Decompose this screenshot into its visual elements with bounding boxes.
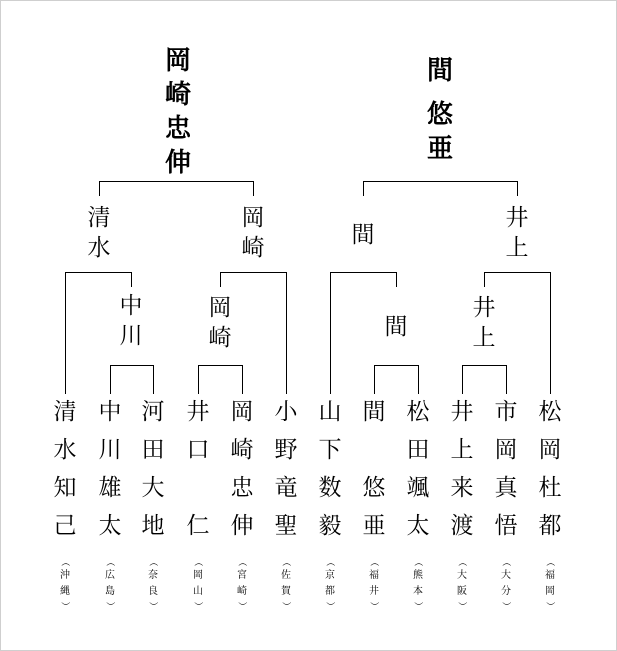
- prefecture-close-paren: ）: [544, 601, 555, 611]
- player-name: [183, 393, 213, 545]
- champion-left: [160, 44, 196, 180]
- player-name-char: 太: [98, 513, 122, 539]
- prefecture-char: 縄: [60, 586, 70, 597]
- player-name-char: 亜: [362, 513, 386, 539]
- prefecture-char: 福: [545, 570, 555, 581]
- player-prefecture: [364, 556, 384, 612]
- bracket-line-left-final: [100, 182, 254, 197]
- prefecture-close-paren: ）: [280, 601, 291, 611]
- bracket-line-okazaki-b: [199, 366, 243, 395]
- player-prefecture: [452, 556, 472, 612]
- prefecture-open-paren: （: [280, 557, 291, 567]
- champion-name-char: 岡: [164, 46, 191, 76]
- player-name-char: 口: [186, 437, 210, 463]
- player-name-char: 颯: [406, 475, 430, 501]
- winner-name-char: 上: [472, 325, 496, 351]
- player-prefecture: [188, 556, 208, 612]
- prefecture-close-paren: ）: [368, 601, 379, 611]
- prefecture-char: 岡: [193, 570, 203, 581]
- player-name-char: [194, 469, 201, 507]
- player-name: [535, 393, 565, 545]
- player-prefecture: [320, 556, 340, 612]
- prefecture-open-paren: （: [500, 557, 511, 567]
- winner-okazaki-b: [205, 293, 235, 353]
- prefecture-char: 佐: [281, 570, 291, 581]
- player-name-char: 大: [141, 475, 165, 501]
- winner-name-char: 上: [505, 235, 529, 261]
- winner-name-char: 岡: [208, 295, 232, 321]
- player-name-char: [370, 431, 377, 469]
- winner-shimizu: [84, 203, 114, 263]
- player-name-char: 聖: [274, 513, 298, 539]
- prefecture-char: 本: [413, 586, 423, 597]
- player-prefecture: [408, 556, 428, 612]
- player-name-char: 悟: [494, 513, 518, 539]
- champion-name-char: [435, 88, 444, 98]
- champion-name-char: 伸: [164, 148, 191, 178]
- winner-name-char: 間: [351, 222, 375, 248]
- player-name-char: 雄: [98, 475, 122, 501]
- player-prefecture: [55, 556, 75, 612]
- player-name-char: 松: [538, 399, 562, 425]
- winner-okazaki-a: [238, 203, 268, 263]
- bracket-line-right-final: [364, 182, 518, 197]
- champion-name-char: 間: [426, 56, 453, 86]
- prefecture-char: 良: [148, 586, 158, 597]
- prefecture-close-paren: ）: [236, 601, 247, 611]
- prefecture-close-paren: ）: [59, 601, 70, 611]
- winner-inoue-a: [502, 203, 532, 263]
- champion-name-char: 亜: [426, 134, 453, 164]
- prefecture-char: 奈: [148, 570, 158, 581]
- player-prefecture: [143, 556, 163, 612]
- prefecture-open-paren: （: [412, 557, 423, 567]
- player-name-char: 崎: [230, 437, 254, 463]
- winner-hazama-a: [348, 220, 378, 250]
- prefecture-close-paren: ）: [412, 601, 423, 611]
- prefecture-open-paren: （: [368, 557, 379, 567]
- player-name-char: 井: [186, 399, 210, 425]
- prefecture-char: 崎: [237, 586, 247, 597]
- player-name: [447, 393, 477, 545]
- prefecture-close-paren: ）: [147, 601, 158, 611]
- player-prefecture: [540, 556, 560, 612]
- player-name: [491, 393, 521, 545]
- champion-right: [422, 54, 458, 166]
- prefecture-open-paren: （: [544, 557, 555, 567]
- bracket-line-hazama-b: [375, 366, 419, 395]
- player-name-char: 間: [362, 399, 386, 425]
- player-name-char: 伸: [230, 513, 254, 539]
- prefecture-char: 京: [325, 570, 335, 581]
- player-name-char: 岡: [494, 437, 518, 463]
- prefecture-char: 沖: [60, 570, 70, 581]
- prefecture-char: 井: [369, 586, 379, 597]
- player-prefecture: [496, 556, 516, 612]
- player-prefecture: [100, 556, 120, 612]
- prefecture-char: 岡: [545, 586, 555, 597]
- player-name-char: 忠: [230, 475, 254, 501]
- prefecture-char: 島: [105, 586, 115, 597]
- player-name-char: 数: [318, 475, 342, 501]
- player-name-char: 水: [53, 437, 77, 463]
- player-name-char: 田: [141, 437, 165, 463]
- player-name-char: 岡: [230, 399, 254, 425]
- player-name-char: 毅: [318, 513, 342, 539]
- winner-name-char: 井: [505, 205, 529, 231]
- prefecture-close-paren: ）: [500, 601, 511, 611]
- prefecture-char: 都: [325, 586, 335, 597]
- prefecture-char: 宮: [237, 570, 247, 581]
- winner-name-char: 川: [119, 323, 143, 349]
- player-name: [315, 393, 345, 545]
- player-name-char: 松: [406, 399, 430, 425]
- player-name-char: 来: [450, 475, 474, 501]
- player-name: [403, 393, 433, 545]
- prefecture-close-paren: ）: [104, 601, 115, 611]
- prefecture-char: 大: [457, 570, 467, 581]
- winner-name-char: 崎: [241, 235, 265, 261]
- player-name-char: 悠: [362, 475, 386, 501]
- prefecture-close-paren: ）: [192, 601, 203, 611]
- winner-name-char: 水: [87, 235, 111, 261]
- player-name-char: 中: [98, 399, 122, 425]
- player-name-char: 井: [450, 399, 474, 425]
- prefecture-open-paren: （: [324, 557, 335, 567]
- prefecture-open-paren: （: [59, 557, 70, 567]
- champion-name-char: 忠: [164, 114, 191, 144]
- player-prefecture: [232, 556, 252, 612]
- player-name-char: 竜: [274, 475, 298, 501]
- player-name: [95, 393, 125, 545]
- player-prefecture: [276, 556, 296, 612]
- prefecture-char: 福: [369, 570, 379, 581]
- winner-name-char: 中: [119, 293, 143, 319]
- bracket-line-nakagawa: [111, 366, 154, 395]
- player-name-char: 渡: [450, 513, 474, 539]
- winner-nakagawa: [116, 291, 146, 351]
- prefecture-char: 分: [501, 586, 511, 597]
- prefecture-char: 広: [105, 570, 115, 581]
- player-name-char: 杜: [538, 475, 562, 501]
- player-name-char: 都: [538, 513, 562, 539]
- winner-name-char: 岡: [241, 205, 265, 231]
- prefecture-char: 山: [193, 586, 203, 597]
- player-name-char: 清: [53, 399, 77, 425]
- player-name-char: 太: [406, 513, 430, 539]
- player-name-char: 田: [406, 437, 430, 463]
- player-name-char: 市: [494, 399, 518, 425]
- prefecture-open-paren: （: [192, 557, 203, 567]
- prefecture-char: 阪: [457, 586, 467, 597]
- champion-name-char: 悠: [426, 100, 453, 130]
- player-name-char: 上: [450, 437, 474, 463]
- player-name-char: 地: [141, 513, 165, 539]
- player-name: [138, 393, 168, 545]
- prefecture-char: 熊: [413, 570, 423, 581]
- winner-inoue-b: [469, 293, 499, 353]
- player-name-char: 知: [53, 475, 77, 501]
- player-name-char: 仁: [186, 513, 210, 539]
- bracket-line-inoue-b: [463, 366, 507, 395]
- player-name: [227, 393, 257, 545]
- player-name: [271, 393, 301, 545]
- prefecture-open-paren: （: [147, 557, 158, 567]
- player-name-char: 己: [53, 513, 77, 539]
- player-name-char: 岡: [538, 437, 562, 463]
- player-name-char: 川: [98, 437, 122, 463]
- player-name-char: 河: [141, 399, 165, 425]
- player-name-char: 山: [318, 399, 342, 425]
- prefecture-close-paren: ）: [456, 601, 467, 611]
- player-name: [50, 393, 80, 545]
- winner-name-char: 井: [472, 295, 496, 321]
- player-name-char: 小: [274, 399, 298, 425]
- winner-name-char: 崎: [208, 325, 232, 351]
- player-name: [359, 393, 389, 545]
- prefecture-char: 賀: [281, 586, 291, 597]
- winner-name-char: 間: [384, 314, 408, 340]
- player-name-char: 真: [494, 475, 518, 501]
- prefecture-open-paren: （: [236, 557, 247, 567]
- prefecture-char: 大: [501, 570, 511, 581]
- prefecture-open-paren: （: [456, 557, 467, 567]
- winner-hazama-b: [381, 312, 411, 342]
- player-name-char: 下: [318, 437, 342, 463]
- player-name-char: 野: [274, 437, 298, 463]
- winner-name-char: 清: [87, 205, 111, 231]
- champion-name-char: 崎: [164, 80, 191, 110]
- prefecture-close-paren: ）: [324, 601, 335, 611]
- prefecture-open-paren: （: [104, 557, 115, 567]
